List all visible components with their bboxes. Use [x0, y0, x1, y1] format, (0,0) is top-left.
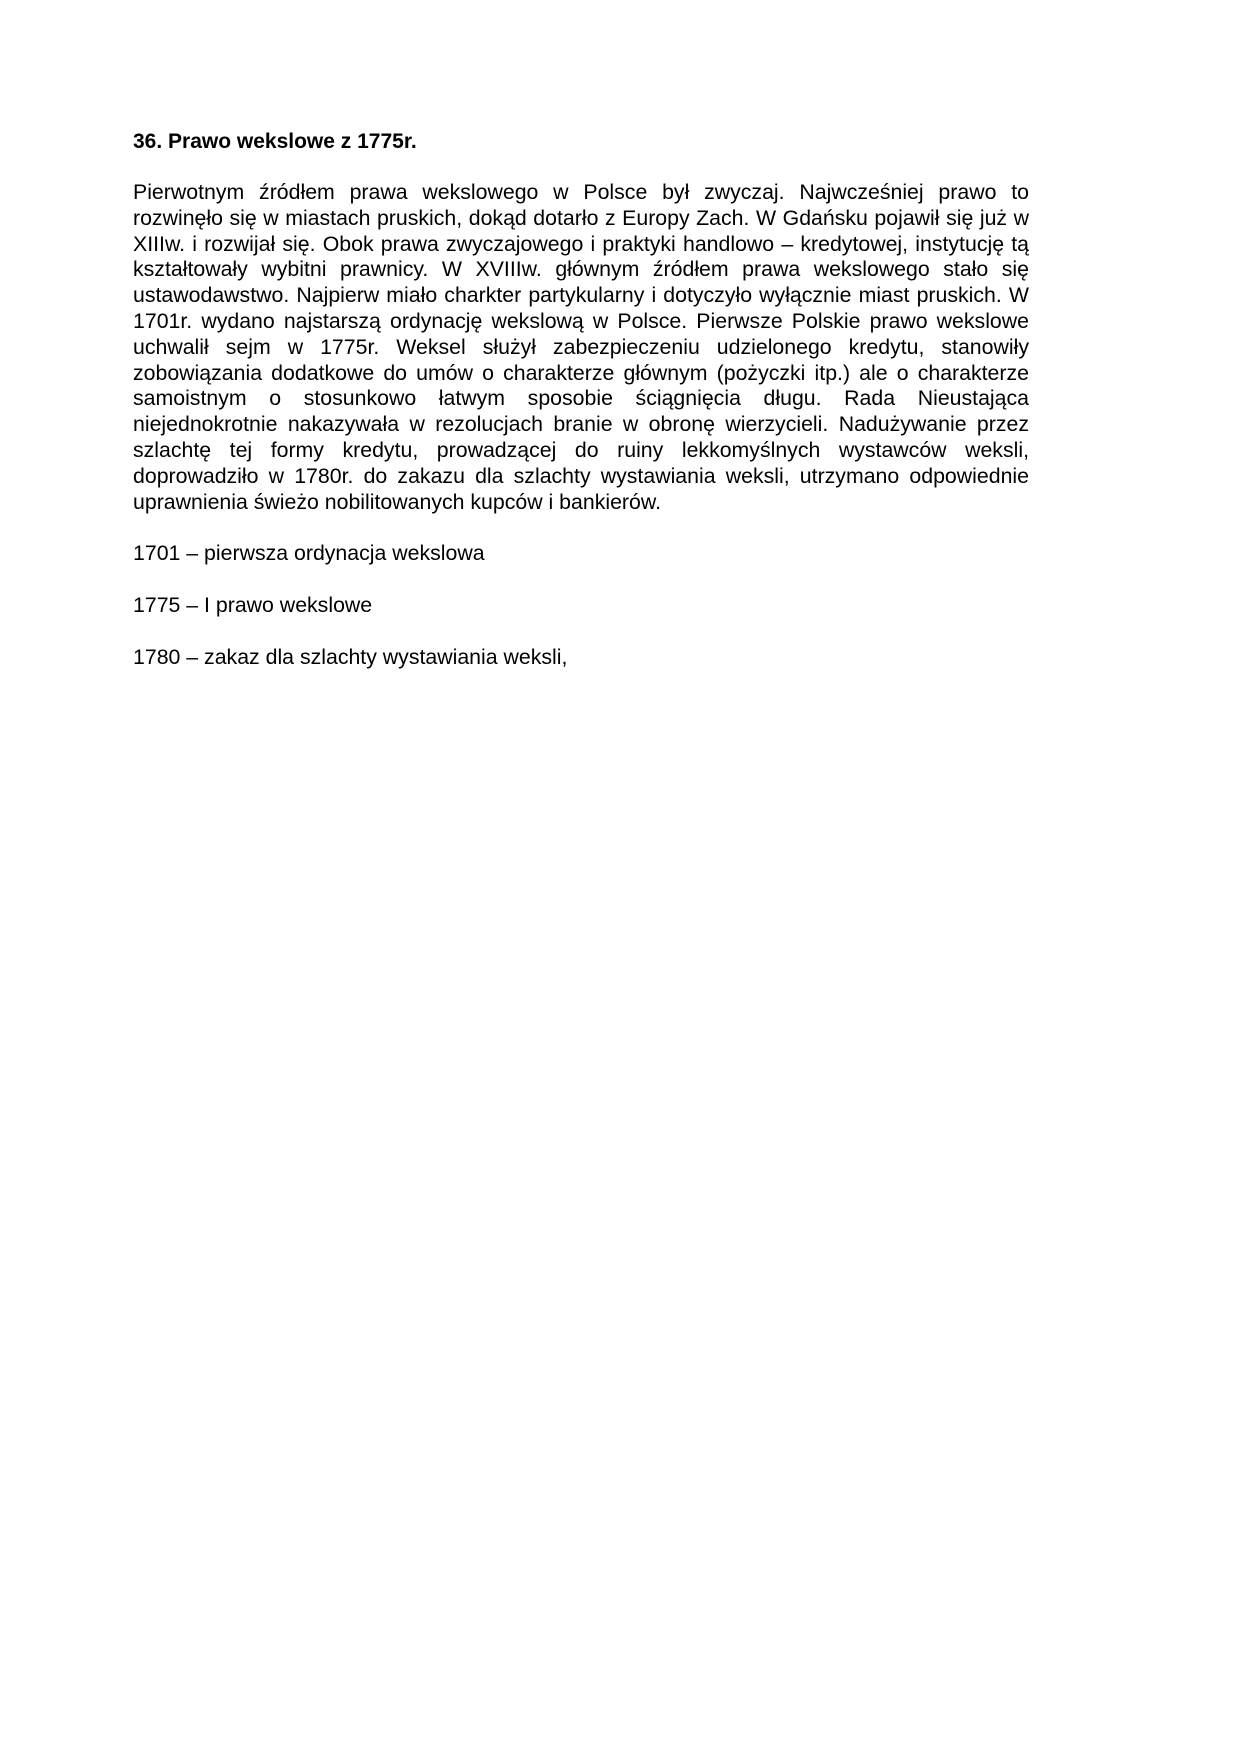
document-content [133, 129, 1029, 696]
timeline-item: 1780 – zakaz dla szlachty wystawiania weksli, [133, 645, 568, 670]
document-title: 36. Prawo wekslowe z 1775r. [133, 130, 417, 153]
timeline-item: 1775 – I prawo wekslowe [133, 593, 373, 618]
body-paragraph: Pierwotnym źródłem prawa wekslowego w Polsce był zwyczaj. Najwcześniej prawo to rozwinęło się w miastach pruskich, dokąd dotarło z Europy Zach. W Gdańsku pojawił się już w XIIIw. i rozwijał się. Obok prawa zwyczajowego i praktyki handlowo – kredytowej, instytucję tą kształtowały wybitni prawnicy. W XVIIIw. głównym źródłem prawa wekslowego stało się ustawodawstwo. Najpierw miało charkter partykularny i dotyczyło wyłącznie miast pruskich. W 1701r. wydano najstarszą ordynację wekslową w Polsce. Pierwsze Polskie prawo wekslowe uchwalił sejm w 1775r. Weksel służył zabezpieczeniu udzielonego kredytu, stanowiły zobowiązania dodatkowe do umów o charakterze głównym (pożyczki itp.) ale o charakterze samoistnym o stosunkowo łatwym sposobie ściągnięcia długu. Rada Nieustająca niejednokrotnie nakazywała w rezolucjach branie w obronę wierzycieli. Nadużywanie przez szlachtę tej formy kredytu, prowadzącej do ruiny lekkomyślnych wystawców weksli, doprowadziło w 1780r. do zakazu dla szlachty wystawiania weksli, utrzymano odpowiednie uprawnienia świeżo nobilitowanych kupców i bankierów. [133, 180, 1029, 514]
timeline-item: 1701 – pierwsza ordynacja wekslowa [133, 541, 485, 566]
timeline-list [133, 540, 1029, 670]
